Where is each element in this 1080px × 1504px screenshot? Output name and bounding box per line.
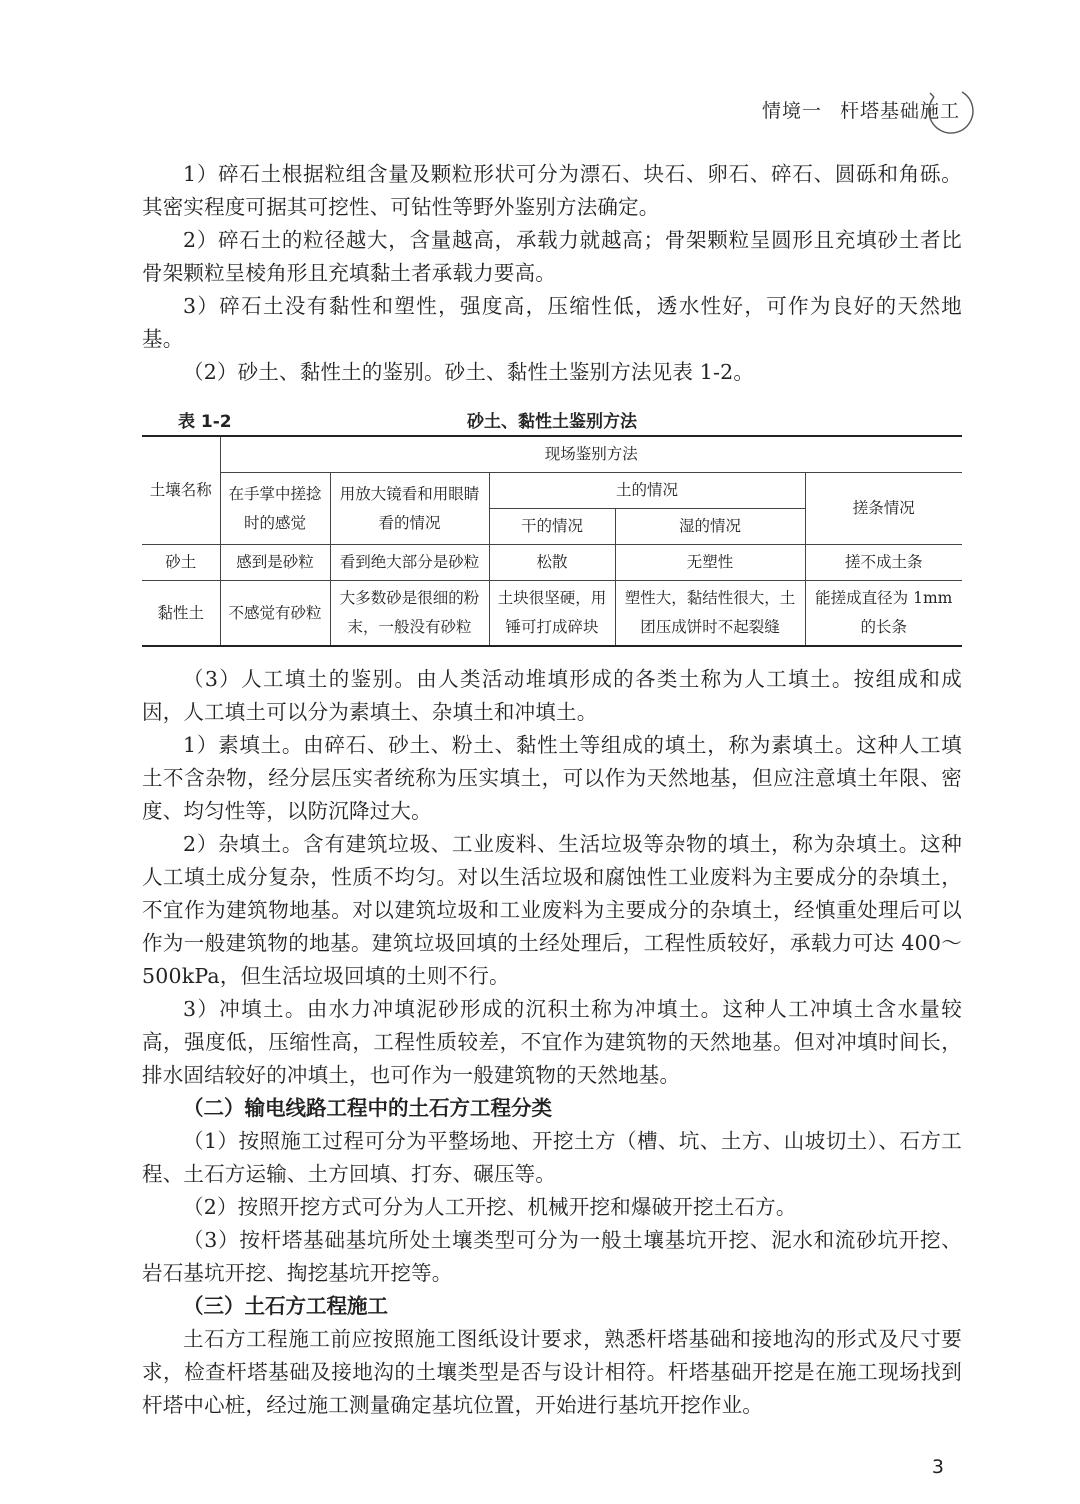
header-soil-name: 土壤名称 [142,436,220,545]
soil-identification-table [142,435,962,647]
cell-look: 大多数砂是很细的粉末，一般没有砂粒 [330,581,489,647]
cell-wet: 塑性大，黏结性很大，土团压成饼时不起裂缝 [615,581,805,647]
header-wet: 湿的情况 [615,509,805,545]
header-palm-rub: 在手掌中搓捻时的感觉 [220,473,330,545]
cell-wet: 无塑性 [615,545,805,581]
table-row [142,581,962,647]
table-number: 表 1-2 [178,412,232,432]
paragraph: 2）杂填土。含有建筑垃圾、工业废料、生活垃圾等杂物的填土，称为杂填土。这种人工填土成分复杂，性质不均匀。对以生活垃圾和腐蚀性工业废料为主要成分的杂填土，不宜作为建筑物地基。对以建筑垃圾和工业废料为主要成分的杂填土，经慎重处理后可以作为一般建筑物的地基。建筑垃圾回填的土经处理后，工程性质较好，承载力可达 400～500kPa，但生活垃圾回填的土则不行。 [142,832,962,988]
paragraph: （3）人工填土的鉴别。由人类活动堆填形成的各类土称为人工填土。按组成和成因，人工填土可以分为素填土、杂填土和冲填土。 [142,667,962,724]
cell-dry: 松散 [489,545,615,581]
header-field-method: 现场鉴别方法 [220,436,962,473]
paragraph: 1）碎石土根据粒组含量及颗粒形状可分为漂石、块石、卵石、碎石、圆砾和角砾。其密实程度可据其可挖性、可钻性等野外鉴别方法确定。 [142,162,962,219]
section-heading: （二）输电线路工程中的土石方工程分类 [183,1096,552,1120]
page-body [142,158,962,1422]
paragraph: 土石方工程施工前应按照施工图纸设计要求，熟悉杆塔基础和接地沟的形式及尺寸要求，检查杆塔基础及接地沟的土壤类型是否与设计相符。杆塔基础开挖是在施工现场找到杆塔中心桩，经过施工测量确定基坑位置，开始进行基坑开挖作业。 [142,1327,962,1417]
table-row [142,545,962,581]
paragraph: （1）按照施工过程可分为平整场地、开挖土方（槽、坑、土方、山坡切土）、石方工程、土石方运输、土方回填、打夯、碾压等。 [142,1129,962,1186]
paragraph: 3）冲填土。由水力冲填泥砂形成的沉积土称为冲填土。这种人工冲填土含水量较高，强度低，压缩性高，工程性质较差，不宜作为建筑物的天然地基。但对冲填时间长，排水固结较好的冲填土，也可作为一般建筑物的天然地基。 [142,997,962,1087]
cell-palm: 不感觉有砂粒 [220,581,330,647]
header-dry: 干的情况 [489,509,615,545]
header-soil-condition: 土的情况 [489,473,805,509]
cell-name: 砂土 [142,545,220,581]
cell-name: 黏性土 [142,581,220,647]
table-caption [142,401,962,435]
cell-palm: 感到是砂粒 [220,545,330,581]
header-chapter: 情境一 [761,100,822,122]
cell-roll: 能搓成直径为 1mm 的长条 [805,581,962,647]
paragraph: （3）按杆塔基础基坑所处土壤类型可分为一般土壤基坑开挖、泥水和流砂坑开挖、岩石基坑开挖、掏挖基坑开挖等。 [142,1228,962,1285]
paragraph: 3）碎石土没有黏性和塑性，强度高，压缩性低，透水性好，可作为良好的天然地基。 [142,294,962,351]
paragraph: 2）碎石土的粒径越大，含量越高，承载力就越高；骨架颗粒呈圆形且充填砂土者比骨架颗粒呈棱角形且充填黏土者承载力要高。 [142,228,962,285]
section-heading: （三）土石方工程施工 [183,1294,388,1318]
paragraph: 1）素填土。由碎石、砂土、粉土、黏性土等组成的填土，称为素填土。这种人工填土不含杂物，经分层压实者统称为压实填土，可以作为天然地基，但应注意填土年限、密度、均匀性等，以防沉降过大。 [142,733,962,823]
header-arc-ornament-icon [922,84,976,138]
header-section: 杆塔基础施工 [839,100,960,122]
cell-look: 看到绝大部分是砂粒 [330,545,489,581]
cell-dry: 土块很坚硬，用锤可打成碎块 [489,581,615,647]
page-number: 3 [931,1456,944,1478]
table-title: 砂土、黏性土鉴别方法 [467,412,637,432]
header-rolling: 搓条情况 [805,473,962,545]
paragraph: （2）按照开挖方式可分为人工开挖、机械开挖和爆破开挖土石方。 [183,1195,797,1219]
paragraph: （2）砂土、黏性土的鉴别。砂土、黏性土鉴别方法见表 1-2。 [183,360,755,384]
cell-roll: 搓不成土条 [805,545,962,581]
header-magnifier: 用放大镜看和用眼睛看的情况 [330,473,489,545]
